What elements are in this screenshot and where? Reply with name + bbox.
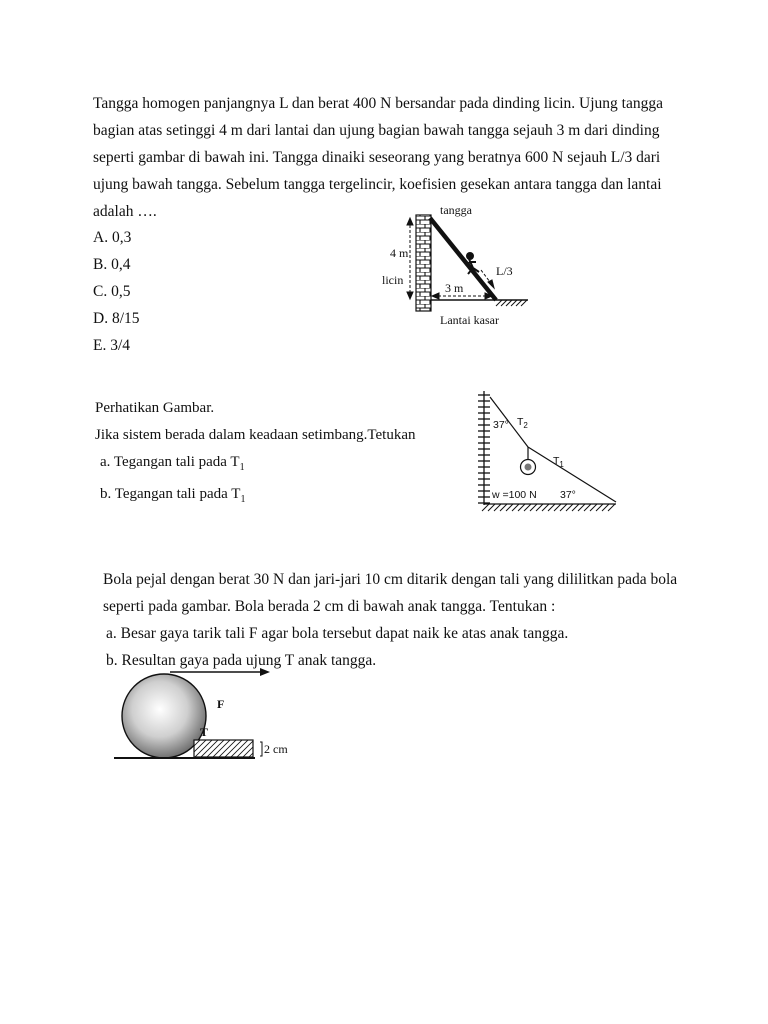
option-b: B. 0,4 — [93, 256, 131, 273]
label-tangga: tangga — [440, 203, 472, 217]
question-3-line: seperti pada gambar. Bola berada 2 cm di bawah anak tangga. Tentukan : — [103, 598, 556, 615]
option-a: A. 0,3 — [93, 229, 132, 246]
question-2-title: Perhatikan Gambar. — [95, 400, 215, 416]
brick-wall — [416, 215, 431, 311]
step-height-bracket — [260, 742, 262, 756]
question-1-line: bagian atas setinggi 4 m dari lantai dan ujung bagian bawah tangga sejauh 3 m dari dinding — [93, 122, 660, 139]
label-weight: w =100 N — [492, 489, 537, 501]
label-l3: L/3 — [496, 264, 513, 278]
ladder-diagram — [370, 200, 540, 330]
weight-center — [525, 464, 532, 471]
question-2-line: Jika sistem berada dalam keadaan setimbang.Tetukan — [95, 427, 416, 443]
label-point-t: T — [200, 725, 209, 739]
label-t1: $T_1$ — [553, 455, 564, 469]
label-step-height: 2 cm — [264, 742, 288, 756]
label-angle-bottom: 37° — [560, 489, 576, 501]
question-2-part-b: b. Tegangan tali pada $T_1$ — [100, 486, 246, 505]
ball-step-diagram — [110, 662, 310, 767]
option-e: E. 3/4 — [93, 337, 131, 354]
step-block — [194, 740, 253, 757]
option-c: C. 0,5 — [93, 283, 131, 300]
question-1-line: ujung bawah tangga. Sebelum tangga tergelincir, koefisien gesekan antara tangga dan lantai — [93, 176, 662, 193]
tension-diagram — [476, 387, 621, 517]
question-3-line: Bola pejal dengan berat 30 N dan jari-jari 10 cm ditarik dengan tali yang dililitkan pada bola — [103, 571, 678, 588]
label-floor: Lantai kasar — [440, 313, 499, 327]
question-1-line: seperti gambar di bawah ini. Tangga dinaiki seseorang yang beratnya 600 N sejauh L/3 dari — [93, 149, 661, 166]
solid-ball — [122, 674, 209, 758]
label-angle-top: 37° — [493, 419, 509, 431]
question-1-line: adalah …. — [93, 203, 157, 220]
label-force: F — [217, 697, 225, 711]
force-arrow — [170, 668, 270, 676]
wall-ticks — [478, 391, 490, 505]
question-3-part-a: a. Besar gaya tarik tali F agar bola tersebut dapat naik ke atas anak tangga. — [106, 625, 569, 642]
label-distance: 3 m — [445, 281, 464, 295]
option-d: D. 8/15 — [93, 310, 140, 327]
question-1-line: Tangga homogen panjangnya L dan berat 400 N bersandar pada dinding licin. Ujung tangga — [93, 95, 663, 112]
floor-hatch — [496, 300, 527, 306]
question-2-text — [95, 395, 416, 513]
floor-hatch — [482, 504, 615, 511]
label-t2: $T_2$ — [517, 416, 528, 430]
label-height: 4 m — [390, 246, 409, 260]
label-licin: licin — [382, 273, 404, 287]
question-2-part-a: a. Tegangan tali pada $T_1$ — [100, 454, 245, 473]
question-3-part-b: b. Resultan gaya pada ujung T anak tangga. — [106, 652, 377, 669]
question-3-text — [103, 566, 677, 674]
